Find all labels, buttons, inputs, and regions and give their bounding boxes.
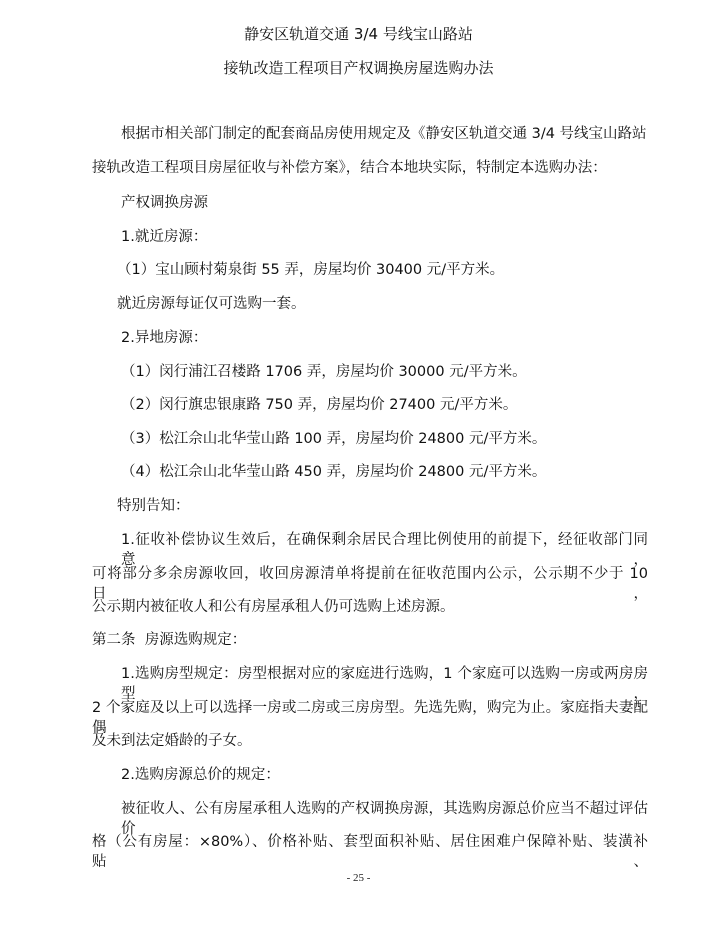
house-type-rule-line-1: 1.选购房型规定：房型根据对应的家庭进行选购，1 个家庭可以选购一房或两房房型，: [121, 666, 648, 702]
total-price-rule-line-1: 被征收人、公有房屋承租人选购的产权调换房源，其选购房源总价应当不超过评估价: [121, 801, 648, 837]
article-2-heading: 第二条 房源选购规定：: [92, 632, 247, 648]
intro-line-2: 接轨改造工程项目房屋征收与补偿方案》，结合本地块实际，特制定本选购办法：: [92, 160, 607, 176]
section-heading-housing: 产权调换房源: [121, 195, 208, 211]
remote-housing-heading: 2.异地房源：: [121, 330, 208, 346]
nearby-housing-note: 就近房源每证仅可选购一套。: [117, 296, 306, 312]
special-notice-line-2: 可将部分多余房源收回，收回房源清单将提前在征收范围内公示，公示期不少于 10 日，: [92, 566, 648, 602]
nearby-housing-heading: 1.就近房源：: [121, 229, 208, 245]
total-price-rule-heading: 2.选购房源总价的规定：: [121, 767, 280, 783]
document-title-line-2: 接轨改造工程项目产权调换房屋选购办法: [223, 59, 494, 77]
total-price-rule-line-2: 格（公有房屋：×80%）、价格补贴、套型面积补贴、居住困难户保障补贴、装潢补贴、: [92, 834, 648, 870]
house-type-rule-line-3: 及未到法定婚龄的子女。: [92, 733, 252, 749]
page-number: - 25 -: [346, 872, 371, 884]
remote-housing-item: （1）闵行浦江召楼路 1706 弄，房屋均价 30000 元/平方米。: [121, 364, 527, 380]
remote-housing-item: （2）闵行旗忠银康路 750 弄，房屋均价 27400 元/平方米。: [121, 397, 518, 413]
nearby-housing-item: （1）宝山顾村菊泉街 55 弄，房屋均价 30400 元/平方米。: [117, 262, 505, 278]
special-notice-heading: 特别告知：: [117, 498, 190, 514]
remote-housing-item: （4）松江佘山北华莹山路 450 弄，房屋均价 24800 元/平方米。: [121, 464, 547, 480]
intro-line-1: 根据市相关部门制定的配套商品房使用规定及《静安区轨道交通 3/4 号线宝山路站: [121, 126, 647, 142]
special-notice-line-3: 公示期内被征收人和公有房屋承租人仍可选购上述房源。: [92, 599, 455, 615]
special-notice-line-1: 1.征收补偿协议生效后，在确保剩余居民合理比例使用的前提下，经征收部门同意，: [121, 532, 648, 568]
document-title-line-1: 静安区轨道交通 3/4 号线宝山路站: [244, 25, 473, 43]
remote-housing-item: （3）松江佘山北华莹山路 100 弄，房屋均价 24800 元/平方米。: [121, 431, 547, 447]
house-type-rule-line-2: 2 个家庭及以上可以选择一房或二房或三房房型。先选先购，购完为止。家庭指夫妻配偶: [92, 700, 648, 736]
